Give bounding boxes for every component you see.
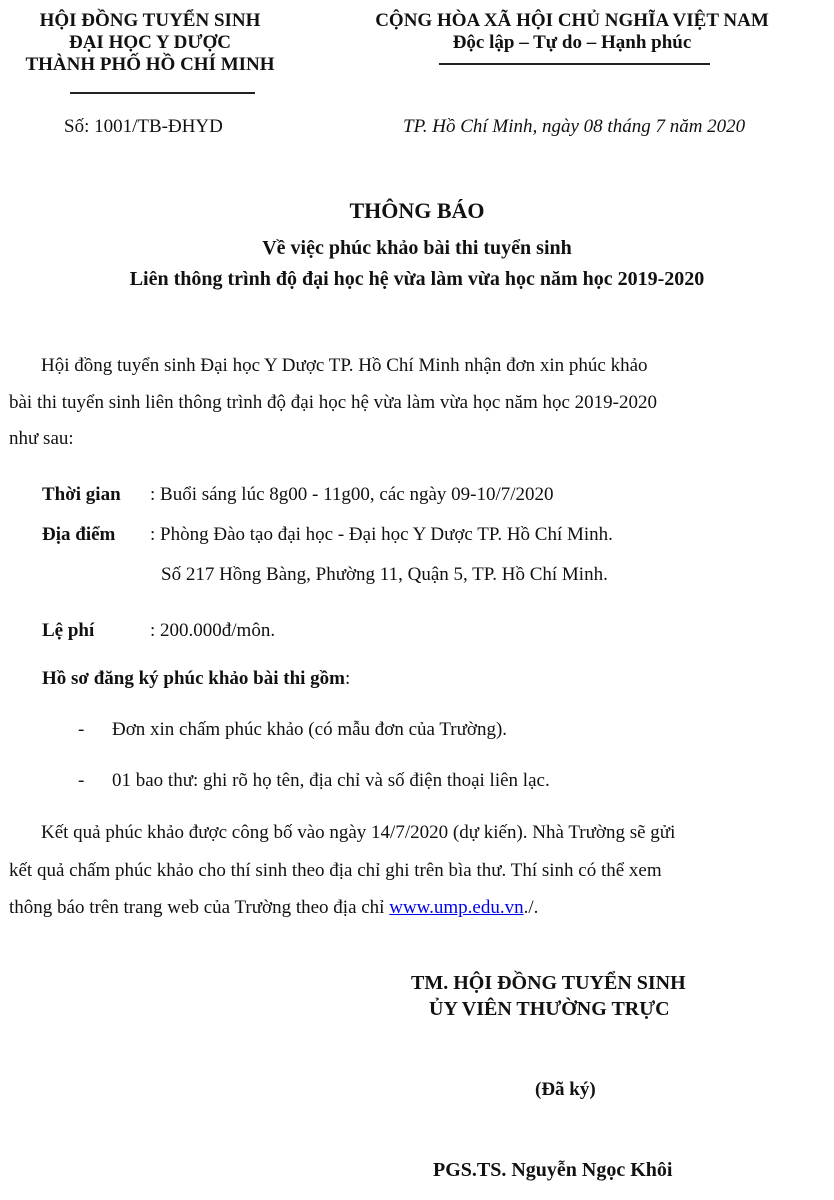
result-line-3-suffix: ./.	[523, 897, 539, 918]
notice-title: THÔNG BÁO	[349, 198, 485, 223]
issuer-line: ĐẠI HỌC Y DƯỢC	[68, 32, 232, 53]
list-item-text: 01 bao thư: ghi rõ họ tên, địa chỉ và số điện thoại liên lạc.	[112, 770, 550, 791]
notice-subtitle-1: Về việc phúc khảo bài thi tuyển sinh	[262, 237, 572, 259]
list-bullet: -	[78, 719, 85, 740]
place-value-2: Số 217 Hồng Bàng, Phường 11, Quận 5, TP. Hồ Chí Minh.	[161, 564, 608, 585]
national-header	[330, 10, 814, 54]
fee-value: : 200.000đ/môn.	[150, 620, 276, 641]
issuer-line: HỘI ĐỒNG TUYỂN SINH	[39, 10, 261, 31]
signed-note: (Đã ký)	[535, 1079, 596, 1100]
result-line-2: kết quả chấm phúc khảo cho thí sinh theo địa chỉ ghi trên bìa thư. Thí sinh có thể xem	[9, 860, 662, 881]
intro-line-2: bài thi tuyển sinh liên thông trình độ đại học hệ vừa làm vừa học năm học 2019-2020	[9, 392, 657, 413]
result-line-1: Kết quả phúc khảo được công bố vào ngày 14/7/2020 (dự kiến). Nhà Trường sẽ gửi	[41, 822, 676, 843]
documents-heading	[42, 668, 350, 690]
issuer-line: THÀNH PHỐ HỒ CHÍ MINH	[25, 54, 275, 75]
signature-title-1: TM. HỘI ĐỒNG TUYỂN SINH	[411, 972, 686, 994]
issuer-underline	[70, 92, 255, 94]
documents-heading-text: Hồ sơ đăng ký phúc khảo bài thi gồm	[42, 668, 346, 689]
time-value: : Buổi sáng lúc 8g00 - 11g00, các ngày 09-10/7/2020	[150, 484, 554, 505]
place-value-1: : Phòng Đào tạo đại học - Đại học Y Dược TP. Hồ Chí Minh.	[150, 524, 613, 545]
documents-heading-colon: :	[345, 668, 351, 689]
website-link[interactable]: www.ump.edu.vn	[389, 897, 524, 918]
intro-line-1: Hội đồng tuyển sinh Đại học Y Dược TP. Hồ Chí Minh nhận đơn xin phúc khảo	[41, 355, 648, 376]
list-item	[78, 719, 507, 741]
issuer-block	[20, 10, 280, 76]
intro-line-3: như sau:	[9, 428, 74, 449]
national-title: CỘNG HÒA XÃ HỘI CHỦ NGHĨA VIỆT NAM	[375, 10, 769, 31]
fee-label: Lệ phí	[42, 620, 95, 641]
date-line: TP. Hồ Chí Minh, ngày 08 tháng 7 năm 2020	[403, 116, 746, 137]
list-item-text: Đơn xin chấm phúc khảo (có mẫu đơn của Trường).	[112, 719, 508, 740]
place-label: Địa điểm	[42, 524, 116, 545]
national-motto: Độc lập – Tự do – Hạnh phúc	[452, 32, 692, 53]
result-line-3-prefix: thông báo trên trang web của Trường theo địa chỉ	[9, 897, 390, 918]
signer-name: PGS.TS. Nguyễn Ngọc Khôi	[433, 1159, 673, 1181]
motto-underline	[439, 63, 710, 65]
list-bullet: -	[78, 770, 85, 791]
list-item	[78, 770, 550, 792]
result-line-3	[9, 897, 538, 919]
document-number: Số: 1001/TB-ĐHYD	[64, 116, 223, 137]
signature-block	[380, 970, 760, 1022]
signature-title-2: ỦY VIÊN THƯỜNG TRỰC	[429, 998, 670, 1020]
time-label: Thời gian	[42, 484, 121, 505]
notice-subtitle-2: Liên thông trình độ đại học hệ vừa làm vừa học năm học 2019-2020	[129, 268, 705, 290]
